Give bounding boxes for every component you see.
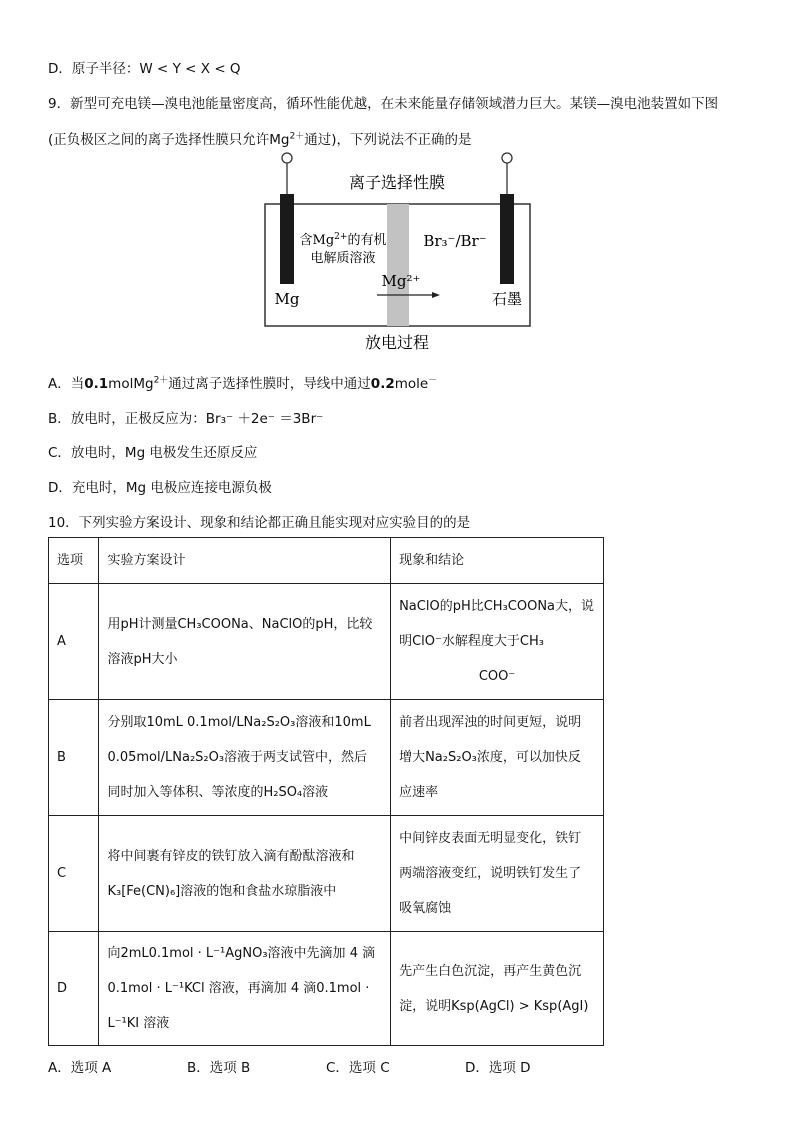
q9-stem-line1: 9．新型可充电镁—溴电池能量密度高，循环性能优越，在未来能量存储领域潜力巨大。某镁—溴电池装置如下图: [48, 96, 719, 112]
battery-diagram-svg: [255, 148, 540, 353]
row-label: C: [49, 816, 99, 932]
left-solution-label-1: 含$Mg^{2+}$的有机: [299, 232, 387, 248]
row-result: NaClO的pH比CH₃COONa大，说 明ClO⁻水解程度大于CH₃ COO⁻: [391, 584, 604, 700]
q10-choices: [48, 1056, 608, 1076]
choice-d: D．选项 D: [465, 1060, 531, 1076]
table-row: [49, 584, 604, 700]
mg-ion-label: Mg²⁺: [381, 272, 421, 290]
table-row: [49, 700, 604, 816]
experiment-table: [48, 537, 604, 1046]
row-design: 将中间裹有锌皮的铁钉放入滴有酚酞溶液和 K₃[Fe(CN)₆]溶液的饱和食盐水琼脂液中: [99, 816, 391, 932]
q9-option-c: C．放电时，Mg 电极发生还原反应: [48, 445, 258, 461]
table-row: [49, 816, 604, 932]
mg-electrode-label: Mg: [274, 290, 300, 308]
row-result: 中间锌皮表面无明显变化，铁钉 两端溶液变红，说明铁钉发生了 吸氧腐蚀: [391, 816, 604, 932]
row-design: 用pH计测量CH₃COONa、NaClO的pH，比较 溶液pH大小: [99, 584, 391, 700]
ion-arrow-head: [432, 292, 440, 298]
header-design: 实验方案设计: [99, 538, 391, 584]
row-label: D: [49, 932, 99, 1046]
graphite-terminal: [502, 153, 512, 163]
header-result: 现象和结论: [391, 538, 604, 584]
q8-option-d: D．原子半径：W < Y < X < Q: [48, 61, 241, 77]
table-row: [49, 932, 604, 1046]
row-result: 前者出现浑浊的时间更短，说明 增大Na₂S₂O₃浓度，可以加快反 应速率: [391, 700, 604, 816]
membrane-label: 离子选择性膜: [348, 173, 446, 192]
row-design: 向2mL0.1mol · L⁻¹AgNO₃溶液中先滴加 4 滴 0.1mol · L⁻¹KCl 溶液，再滴加 4 滴0.1mol · L⁻¹KI 溶液: [99, 932, 391, 1046]
ion-membrane: [387, 204, 409, 326]
table-header-row: [49, 538, 604, 584]
graphite-electrode: [500, 194, 514, 284]
row-label: B: [49, 700, 99, 816]
choice-b: B．选项 B: [187, 1060, 251, 1076]
q9-option-a: A．当0.1molMg$^{2+}$通过离子选择性膜时，导线中通过0.2mole－: [48, 375, 438, 392]
q9-stem-line2: (正负极区之间的离子选择性膜只允许$Mg^{2+}$通过)，下列说法不正确的是: [48, 131, 472, 148]
battery-diagram: [255, 148, 540, 353]
right-solution-label: Br₃⁻/Br⁻: [423, 232, 487, 250]
row-design: 分别取10mL 0.1mol/LNa₂S₂O₃溶液和10mL 0.05mol/LNa₂S₂O₃溶液于两支试管中，然后 同时加入等体积、等浓度的H₂SO₄溶液: [99, 700, 391, 816]
choice-c: C．选项 C: [326, 1060, 390, 1076]
row-result: 先产生白色沉淀，再产生黄色沉 淀，说明Ksp(AgCl) > Ksp(AgI): [391, 932, 604, 1046]
header-option: 选项: [49, 538, 99, 584]
choice-a: A．选项 A: [48, 1060, 112, 1076]
q9-option-b: B．放电时，正极反应为：Br₃⁻ ＋2e⁻ ＝3Br⁻: [48, 411, 324, 427]
graphite-electrode-label: 石墨: [491, 290, 523, 308]
q9-option-d: D．充电时，Mg 电极应连接电源负极: [48, 480, 272, 496]
row-label: A: [49, 584, 99, 700]
left-solution-label-2: 电解质溶液: [310, 251, 376, 266]
diagram-caption: 放电过程: [364, 333, 430, 352]
mg-terminal: [282, 153, 292, 163]
mg-electrode: [280, 194, 294, 284]
q10-stem: 10．下列实验方案设计、现象和结论都正确且能实现对应实验目的的是: [48, 515, 471, 531]
